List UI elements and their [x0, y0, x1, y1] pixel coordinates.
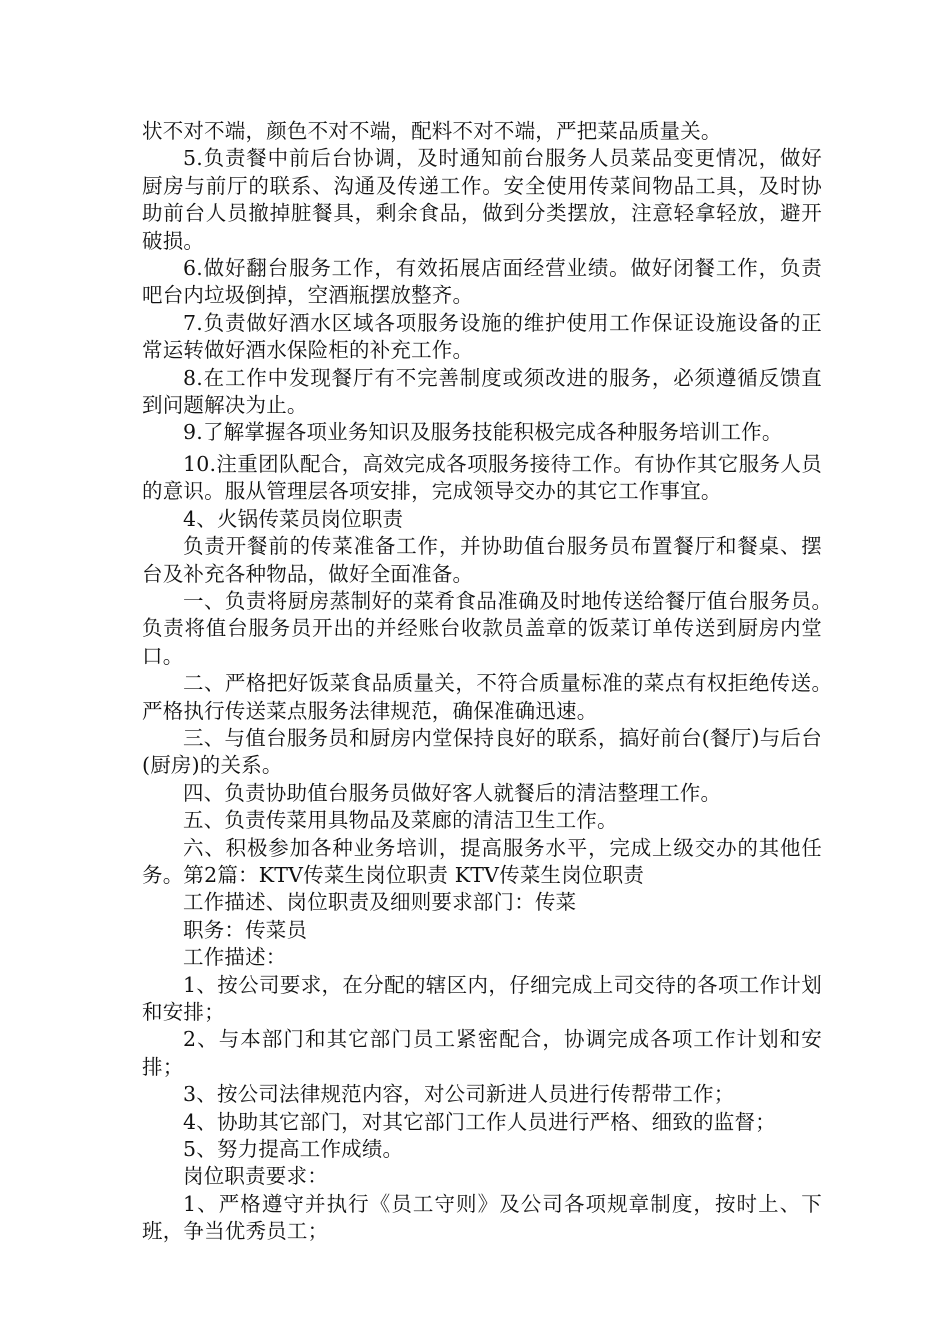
paragraph: 2、与本部门和其它部门员工紧密配合，协调完成各项工作计划和安排； [142, 1027, 822, 1079]
paragraph: 一、负责将厨房蒸制好的菜肴食品准确及时地传送给餐厅值台服务员。 负责将值台服务员开出的并经账台收款员盖章的饭菜订单传送到厨房内堂口。 [142, 588, 843, 668]
document-body [142, 118, 843, 1246]
paragraph: 5、努力提高工作成绩。 [183, 1137, 404, 1162]
paragraph: 6.做好翻台服务工作，有效拓展店面经营业绩。做好闭餐工作，负责吧台内垃圾倒掉，空酒瓶摆放整齐。 [142, 256, 822, 308]
section-heading: 4、火锅传菜员岗位职责 [183, 506, 404, 531]
paragraph: 工作描述、岗位职责及细则要求部门：传菜 [183, 890, 577, 915]
paragraph: 状不对不端，颜色不对不端，配料不对不端，严把菜品质量关。 [142, 119, 722, 143]
paragraph: 三、与值台服务员和厨房内堂保持良好的联系，搞好前台(餐厅)与后台(厨房)的关系。 [142, 725, 822, 778]
paragraph: 9.了解掌握各项业务知识及服务技能积极完成各种服务培训工作。 [183, 420, 783, 445]
paragraph: 二、严格把好饭菜食品质量关，不符合质量标准的菜点有权拒绝传送。 严格执行传送菜点服务法律规范，确保准确迅速。 [142, 671, 843, 723]
paragraph: 7.负责做好酒水区域各项服务设施的维护使用工作保证设施设备的正常运转做好酒水保险柜的补充工作。 [142, 310, 822, 363]
paragraph: 职务：传菜员 [183, 917, 308, 942]
paragraph: 1、按公司要求，在分配的辖区内，仔细完成上司交待的各项工作计划和安排； [142, 972, 822, 1024]
paragraph: 5.负责餐中前后台协调，及时通知前台服务人员菜品变更情况，做好厨房与前厅的联系、沟通及传递工作。安全使用传菜间物品工具，及时协助前台人员撤掉脏餐具，剩余食品，做到分类摆放，注意轻拿轻放，避开破损。 [142, 146, 822, 253]
paragraph: 负责开餐前的传菜准备工作，并协助值台服务员布置餐厅和餐桌、摆台及补充各种物品，做好全面准备。 [142, 534, 822, 586]
paragraph: 3、按公司法律规范内容，对公司新进人员进行传帮带工作； [183, 1082, 735, 1107]
paragraph: 五、负责传菜用具物品及菜廊的清洁卫生工作。 [183, 808, 618, 833]
paragraph: 工作描述： [183, 945, 287, 970]
paragraph: 4、协助其它部门，对其它部门工作人员进行严格、细致的监督； [183, 1109, 776, 1134]
paragraph: 四、负责协助值台服务员做好客人就餐后的清洁整理工作。 [183, 780, 722, 805]
paragraph: 8.在工作中发现餐厅有不完善制度或须改进的服务，必须遵循反馈直到问题解决为止。 [142, 365, 822, 418]
paragraph: 1、严格遵守并执行《员工守则》及公司各项规章制度，按时上、下班，争当优秀员工； [142, 1191, 822, 1244]
paragraph: 六、积极参加各种业务培训，提高服务水平，完成上级交办的其他任务。第2篇：KTV传菜生岗位职责 KTV传菜生岗位职责 [142, 835, 822, 887]
paragraph: 10.注重团队配合，高效完成各项服务接待工作。有协作其它服务人员的意识。服从管理层各项安排，完成领导交办的其它工作事宜。 [142, 451, 822, 504]
paragraph: 岗位职责要求： [183, 1164, 328, 1189]
